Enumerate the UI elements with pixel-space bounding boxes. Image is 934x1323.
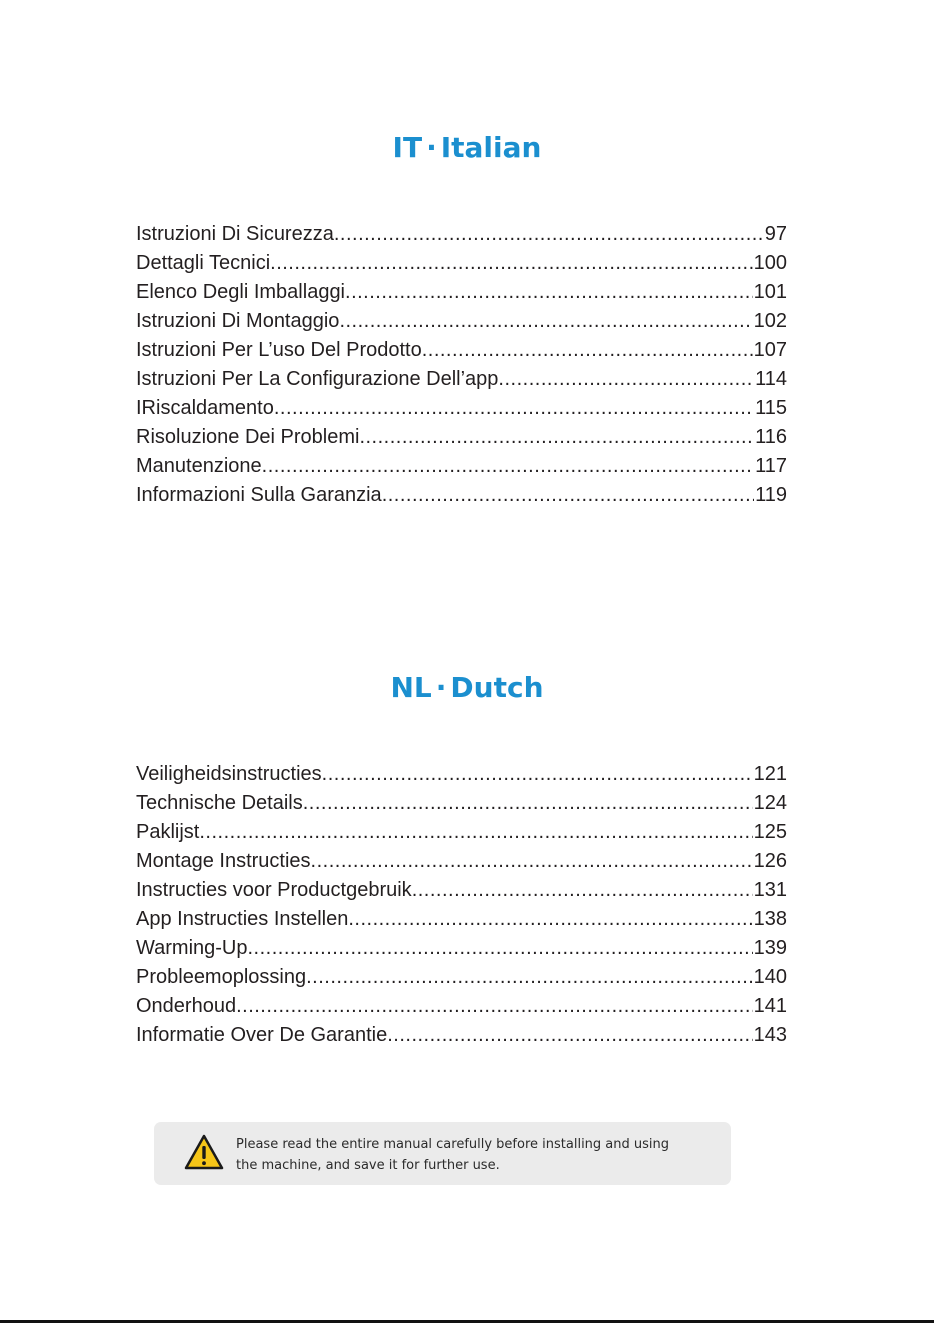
dot-leader <box>303 789 753 818</box>
dot-leader <box>498 365 754 394</box>
heading-separator: · <box>435 671 447 704</box>
toc-entry-page: 121 <box>753 763 787 785</box>
toc-entry-title: Informatie Over De Garantie <box>136 1024 388 1046</box>
toc-entry-page: 141 <box>753 995 787 1017</box>
dot-leader <box>270 249 752 278</box>
toc-entry-page: 115 <box>755 397 787 419</box>
toc-entry[interactable] <box>136 760 787 789</box>
section-heading-dutch <box>0 668 934 708</box>
toc-entry-title: Istruzioni Di Sicurezza <box>136 223 334 245</box>
dot-leader <box>412 876 753 905</box>
toc-entry[interactable] <box>136 934 787 963</box>
warning-notice <box>154 1122 731 1185</box>
toc-entry-page: 114 <box>755 368 787 390</box>
toc-entry[interactable] <box>136 394 787 423</box>
dot-leader <box>199 818 752 847</box>
toc-entry-title: Istruzioni Per La Configurazione Dell’app <box>136 368 499 390</box>
toc-list-italian <box>136 220 787 510</box>
toc-entry-page: 102 <box>753 310 787 332</box>
toc-entry-page: 125 <box>753 821 787 843</box>
toc-list-dutch <box>136 760 787 1050</box>
notice-line-2: the machine, and save it for further use. <box>236 1158 500 1173</box>
dot-leader <box>306 963 753 992</box>
toc-entry-title: Dettagli Tecnici <box>136 252 271 274</box>
toc-entry-page: 140 <box>753 966 787 988</box>
toc-entry[interactable] <box>136 992 787 1021</box>
toc-entry[interactable] <box>136 481 787 510</box>
notice-line-1: Please read the entire manual carefully before installing and using <box>236 1137 670 1152</box>
toc-entry-title: Montage Instructies <box>136 850 311 872</box>
dot-leader <box>236 992 753 1021</box>
toc-entry-page: 119 <box>755 484 787 506</box>
toc-entry[interactable] <box>136 220 787 249</box>
dot-leader <box>359 423 754 452</box>
toc-entry-title: Warming-Up <box>136 937 248 959</box>
dot-leader <box>348 905 752 934</box>
toc-entry[interactable] <box>136 452 787 481</box>
toc-entry-title: Istruzioni Di Montaggio <box>136 310 340 332</box>
dot-leader <box>334 220 764 249</box>
language-code: NL <box>390 671 432 704</box>
toc-entry[interactable] <box>136 876 787 905</box>
toc-entry-page: 107 <box>753 339 787 361</box>
toc-entry[interactable] <box>136 789 787 818</box>
dot-leader <box>422 336 753 365</box>
dot-leader <box>345 278 753 307</box>
toc-entry[interactable] <box>136 847 787 876</box>
toc-entry-title: Probleemoplossing <box>136 966 307 988</box>
toc-entry-title: IRiscaldamento <box>136 397 274 419</box>
toc-entry-title: Manutenzione <box>136 455 262 477</box>
section-heading-italian <box>0 128 934 168</box>
toc-entry-page: 116 <box>755 426 787 448</box>
toc-entry-title: Paklijst <box>136 821 200 843</box>
toc-entry[interactable] <box>136 336 787 365</box>
toc-entry-page: 143 <box>753 1024 787 1046</box>
toc-entry-title: Technische Details <box>136 792 303 814</box>
toc-entry-page: 126 <box>753 850 787 872</box>
toc-entry[interactable] <box>136 249 787 278</box>
toc-entry[interactable] <box>136 307 787 336</box>
heading-separator: · <box>426 131 437 164</box>
toc-entry-page: 131 <box>753 879 787 901</box>
toc-section-dutch <box>0 668 934 1046</box>
toc-entry-title: Risoluzione Dei Problemi <box>136 426 360 448</box>
toc-entry[interactable] <box>136 963 787 992</box>
dot-leader <box>262 452 754 481</box>
language-name: Italian <box>440 131 542 164</box>
toc-entry-page: 100 <box>753 252 787 274</box>
toc-entry-page: 124 <box>753 792 787 814</box>
dot-leader <box>387 1021 752 1050</box>
notice-text <box>236 1134 716 1176</box>
toc-entry-page: 139 <box>753 937 787 959</box>
dot-leader <box>322 760 753 789</box>
toc-entry[interactable] <box>136 1021 787 1050</box>
language-name: Dutch <box>450 671 544 704</box>
toc-entry-page: 117 <box>755 455 787 477</box>
toc-entry-title: Veiligheidsinstructies <box>136 763 322 785</box>
toc-entry[interactable] <box>136 365 787 394</box>
toc-entry[interactable] <box>136 278 787 307</box>
language-code: IT <box>392 131 423 164</box>
toc-entry-title: Onderhoud <box>136 995 237 1017</box>
warning-triangle-icon <box>184 1134 224 1170</box>
toc-entry-title: Elenco Degli Imballaggi <box>136 281 346 303</box>
toc-section-italian <box>0 128 934 506</box>
toc-entry-title: Istruzioni Per L’uso Del Prodotto <box>136 339 422 361</box>
toc-entry-page: 101 <box>753 281 787 303</box>
toc-entry[interactable] <box>136 905 787 934</box>
dot-leader <box>311 847 753 876</box>
toc-entry-title: Informazioni Sulla Garanzia <box>136 484 382 506</box>
dot-leader <box>248 934 753 963</box>
toc-entry-title: Instructies voor Productgebruik <box>136 879 412 901</box>
toc-entry-title: App Instructies Instellen <box>136 908 349 930</box>
toc-entry-page: 97 <box>764 223 787 245</box>
toc-entry[interactable] <box>136 818 787 847</box>
dot-leader <box>339 307 752 336</box>
dot-leader <box>382 481 754 510</box>
dot-leader <box>274 394 754 423</box>
toc-entry-page: 138 <box>753 908 787 930</box>
toc-entry[interactable] <box>136 423 787 452</box>
